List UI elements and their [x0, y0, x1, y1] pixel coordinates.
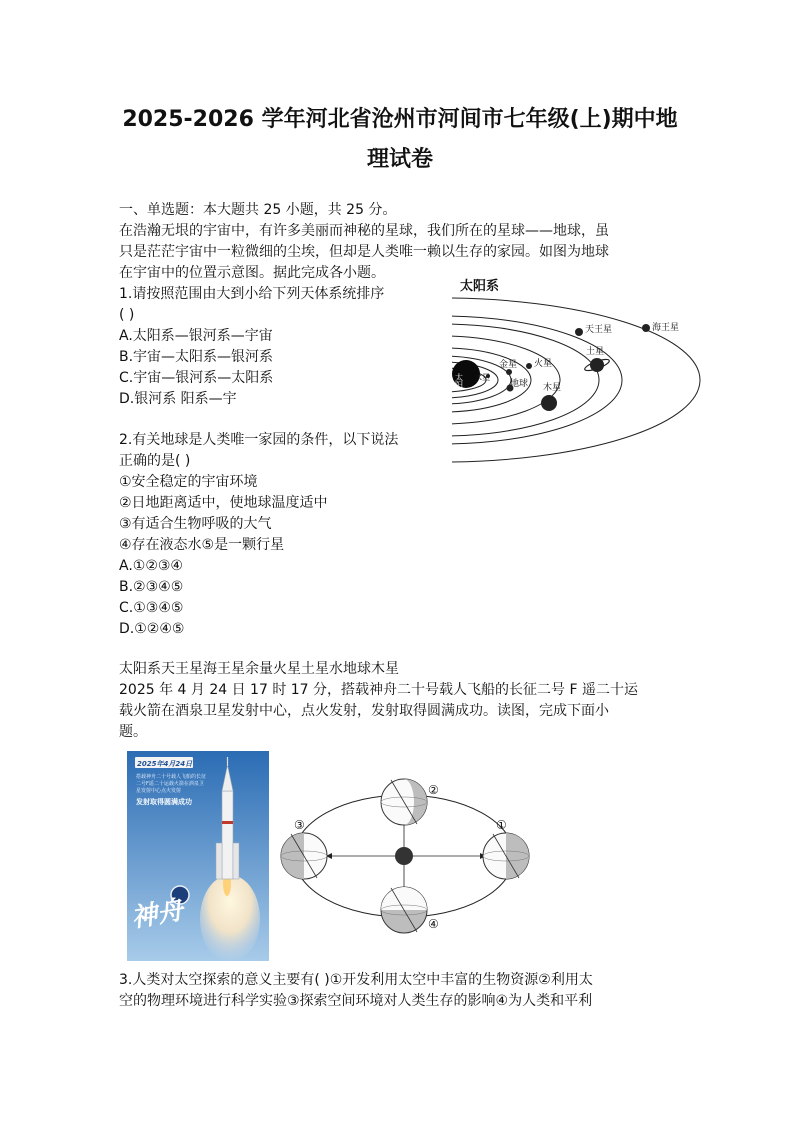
- q1-option-c: C.宇宙—银河系—太阳系: [119, 370, 274, 386]
- rocket-booster-right: [233, 843, 239, 879]
- launch-poster: [127, 751, 269, 961]
- leftover-labels-line: 太阳系天王星海王星余量火星土星水地球木星: [119, 661, 399, 677]
- mercury-label: 水星: [474, 373, 490, 382]
- q2-option-b: B.②③④⑤: [119, 579, 184, 595]
- poster-caption-3: 星发射中心点火发射: [136, 788, 182, 794]
- position-label-1: ①: [496, 818, 507, 832]
- neptune-icon: [642, 324, 650, 332]
- passage2-line-2: 载火箭在酒泉卫星发射中心，点火发射，发射取得圆满成功。读图，完成下面小: [119, 703, 609, 719]
- q1-option-b: B.宇宙—太阳系—银河系: [119, 349, 274, 365]
- q3-stem-line-2: 空的物理环境进行科学实验③探索空间环境对人类生存的影响④为人类和平利: [119, 993, 593, 1009]
- saturn-label: 土星: [586, 347, 605, 357]
- q2-option-d: D.①②④⑤: [119, 621, 185, 637]
- q1-stem-line-1: 1.请按照范围由大到小给下列天体系统排序: [119, 286, 385, 302]
- earth-position-2: [381, 779, 427, 825]
- q2-statement-4: ④存在液态水⑤是一颗行星: [119, 537, 285, 553]
- position-label-3: ③: [294, 818, 305, 832]
- q2-stem-line-2: 正确的是( ): [119, 453, 191, 469]
- poster-success-text: 发射取得圆满成功: [136, 798, 192, 806]
- q2-stem-line-1: 2.有关地球是人类唯一家园的条件，以下说法: [119, 432, 399, 448]
- q1-option-d: D.银河系 阳系—宇: [119, 391, 237, 407]
- earth-orbit-figure: [278, 772, 530, 940]
- passage2-line-3: 题。: [119, 724, 147, 740]
- intro-line-1: 在浩瀚无垠的宇宙中，有许多美丽而神秘的星球，我们所在的星球——地球，虽: [119, 223, 609, 239]
- solar-figure-title: 太阳系: [460, 279, 500, 294]
- uranus-label: 天王星: [585, 325, 613, 335]
- sun-icon: [395, 847, 413, 865]
- title-line-2: 理试卷: [366, 147, 433, 172]
- uranus-icon: [575, 328, 583, 336]
- q2-statement-1: ①安全稳定的宇宙环境: [119, 474, 258, 490]
- title-line-1: 2025-2026 学年河北省沧州市河间市七年级(上)期中地: [122, 107, 678, 132]
- poster-caption-2: 二号F遥二十运载火箭在酒泉卫: [136, 781, 204, 787]
- q2-option-c: C.①③④⑤: [119, 600, 184, 616]
- q3-stem-line-1: 3.人类对太空探索的意义主要有( )①开发利用太空中丰富的生物资源②利用太: [119, 972, 593, 988]
- neptune-label: 海王星: [652, 323, 680, 333]
- mars-icon: [526, 363, 532, 369]
- passage2-line-1: 2025 年 4 月 24 日 17 时 17 分，搭载神舟二十号载人飞船的长征二号 F 遥二十运: [119, 682, 638, 698]
- earth-label: 地球: [510, 379, 529, 389]
- rocket-stripe: [222, 821, 233, 824]
- jupiter-label: 木星: [543, 383, 562, 393]
- rocket-booster-left: [216, 843, 222, 879]
- earth-position-1: [483, 833, 529, 879]
- position-label-4: ④: [428, 917, 439, 931]
- q1-stem-line-2: ( ): [119, 307, 135, 323]
- saturn-icon: [590, 358, 604, 372]
- q2-option-a: A.①②③④: [119, 558, 183, 574]
- q1-option-a: A.太阳系—银河系—宇宙: [119, 328, 273, 344]
- section-header: 一、单选题：本大题共 25 小题，共 25 分。: [119, 202, 397, 218]
- jupiter-icon: [541, 395, 557, 411]
- intro-line-3: 在宇宙中的位置示意图。据此完成各小题。: [119, 265, 385, 281]
- q2-statement-3: ③有适合生物呼吸的大气: [119, 516, 272, 532]
- mars-label: 火星: [534, 359, 553, 369]
- poster-date-text: 2025年4月24日: [137, 760, 193, 768]
- earth-position-3: [281, 833, 327, 879]
- poster-caption-1: 搭载神舟二十号载人飞船的长征: [136, 774, 207, 780]
- rocket-body-icon: [222, 791, 233, 879]
- position-label-2: ②: [428, 783, 439, 797]
- page-title: [110, 100, 690, 180]
- poster-brand-text: 神舟: [129, 895, 186, 934]
- venus-label: 金星: [499, 360, 518, 370]
- earth-position-4: [381, 887, 427, 933]
- q2-statement-2: ②日地距离适中，使地球温度适中: [119, 495, 328, 511]
- intro-line-2: 只是茫茫宇宙中一粒微细的尘埃，但却是人类唯一赖以生存的家园。如图为地球: [119, 244, 609, 260]
- solar-system-figure: [452, 272, 702, 464]
- sun-label: 太阳: [454, 373, 464, 389]
